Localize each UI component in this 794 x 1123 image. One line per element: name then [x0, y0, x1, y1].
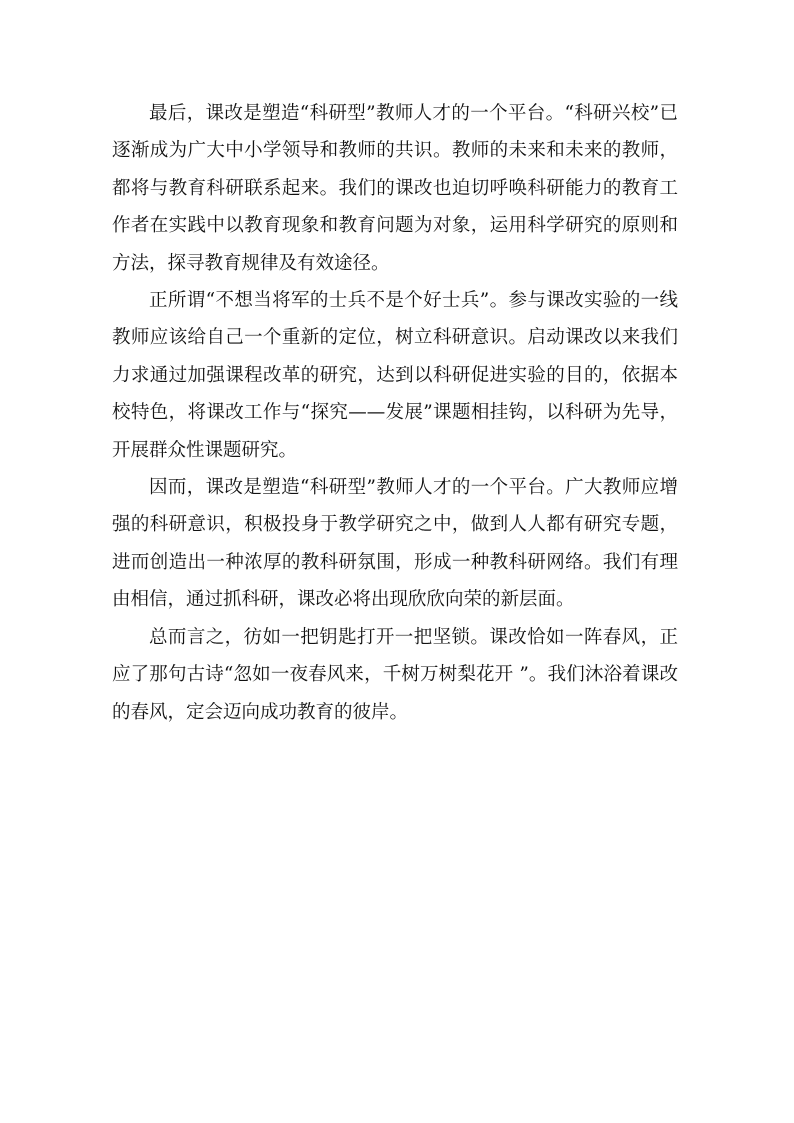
paragraph: 因而，课改是塑造“科研型”教师人才的一个平台。广大教师应增强的科研意识，积极投身于教学研究之中，做到人人都有研究专题，进而创造出一种浓厚的教科研氛围，形成一种教科研网络。我们有理由相信，通过抓科研，课改必将出现欣欣向荣的新层面。 [112, 477, 678, 611]
paragraph: 最后，课改是塑造“科研型”教师人才的一个平台。“科研兴校”已逐渐成为广大中小学领导和教师的共识。教师的未来和未来的教师，都将与教育科研联系起来。我们的课改也迫切呼唤科研能力的教育工作者在实践中以教育现象和教育问题为对象，运用科学研究的原则和方法，探寻教育规律及有效途径。 [112, 103, 678, 274]
document-body [112, 95, 678, 731]
paragraph: 正所谓“不想当将军的士兵不是个好士兵”。参与课改实验的一线教师应该给自己一个重新的定位，树立科研意识。启动课改以来我们力求通过加强课程改革的研究，达到以科研促进实验的目的，依据本校特色，将课改工作与“探究——发展”课题相挂钩，以科研为先导，开展群众性课题研究。 [112, 290, 678, 461]
paragraph: 总而言之，彷如一把钥匙打开一把坚锁。课改恰如一阵春风，正应了那句古诗“忽如一夜春风来，千树万树梨花开 ”。我们沐浴着课改的春风，定会迈向成功教育的彼岸。 [112, 626, 678, 723]
